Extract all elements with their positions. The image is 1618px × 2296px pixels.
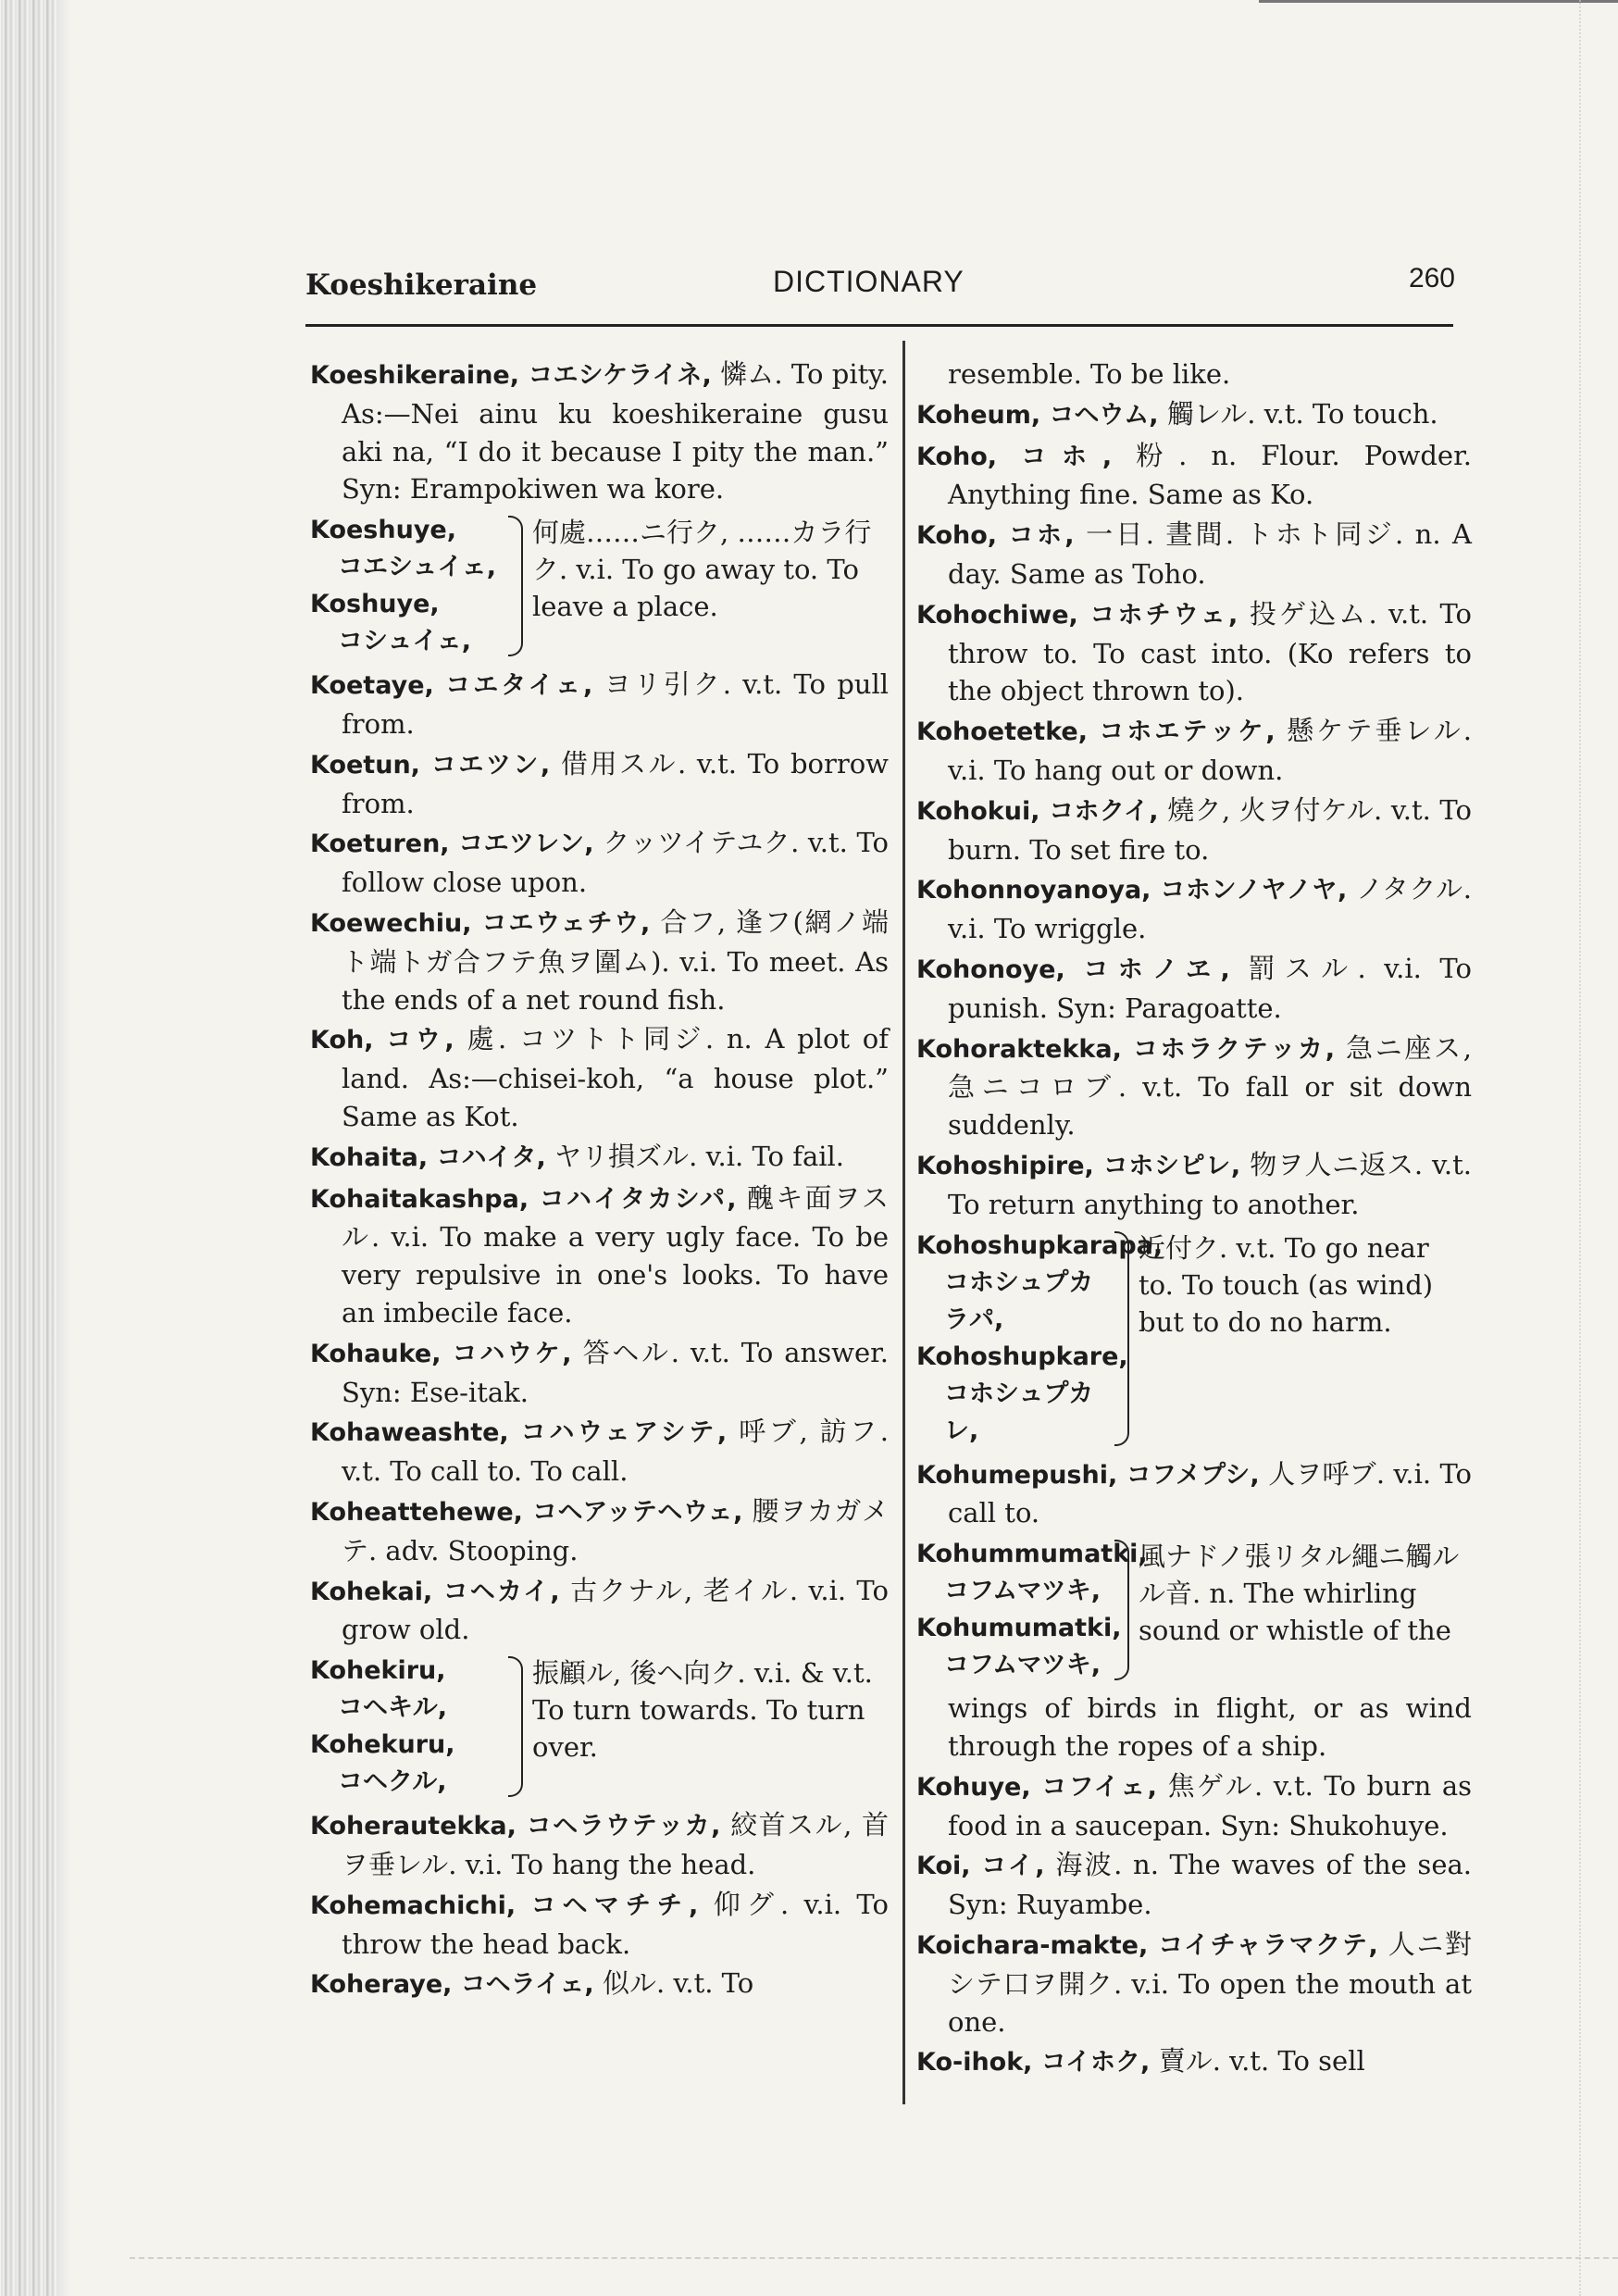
entry-definition: 罰スル. v.i. To punish. Syn: Paragoatte.: [948, 952, 1472, 1024]
book-binding-edge: [0, 0, 57, 2296]
entry-definition: 絞首スル, 首ヲ垂レル. v.i. To hang the head.: [342, 1809, 890, 1880]
headword: Kohumepushi, コフメプシ,: [916, 1460, 1269, 1490]
dictionary-entry: [916, 712, 1472, 790]
headword: Kohekai, コヘカイ,: [310, 1577, 571, 1606]
entry-definition: 懸ケテ垂レル. v.i. To hang out or down.: [948, 715, 1472, 786]
dictionary-entry: [310, 1179, 889, 1332]
headword: コシュイェ,: [338, 627, 472, 656]
headword: コホシュプカレ,: [944, 1379, 1094, 1445]
header-rule: [305, 324, 1453, 327]
headword: Koh, コウ,: [310, 1026, 467, 1055]
entry-definition: 風ナドノ張リタル繩ニ觸ルル音. n. The whirling sound or whistle of the: [1139, 1541, 1460, 1647]
brace: [1114, 1540, 1129, 1680]
headword: Koeshikeraine, コエシケライネ,: [310, 361, 721, 390]
headword: Kohochiwe, コホチウェ,: [916, 600, 1250, 630]
dictionary-entry: [916, 1455, 1472, 1533]
entry-definition: 振顧ル, 後ヘ向ク. v.i. & v.t. To turn towards. To turn over.: [532, 1657, 873, 1764]
headword: Koheraye, コヘライェ,: [310, 1970, 603, 2000]
left-column: [310, 356, 889, 2006]
headword: Koeshuye,: [310, 516, 456, 545]
column-divider: [902, 341, 905, 2104]
entry-group: [916, 1228, 1472, 1450]
headword: Kohoshupkare,: [916, 1341, 1128, 1371]
dictionary-entry: [916, 395, 1472, 435]
headword: Koheattehewe, コヘアッテヘウェ,: [310, 1497, 753, 1527]
page-header: [305, 263, 1462, 304]
entry-definition: 何處……ニ行ク, ……カラ行ク. v.i. To go away to. To leave a place.: [532, 517, 872, 623]
entry-definition: 粉. n. Flour. Powder. Anything fine. Same as Ko.: [948, 439, 1472, 511]
entry-definition: 一日. 晝間. トホト同ジ. n. A day. Same as Toho.: [948, 518, 1472, 590]
dictionary-entry: [310, 1806, 889, 1884]
group-headwords: [310, 1653, 508, 1801]
entry-definition: 焦ゲル. v.t. To burn as food in a saucepan. Syn: Shukohuye.: [948, 1769, 1472, 1841]
headword: Kohekuru,: [310, 1730, 455, 1760]
headword: Koewechiu, コエウェチウ,: [310, 908, 661, 938]
headword: Kohonoye, コホノヱ,: [916, 955, 1249, 984]
headword: Koichara-makte, コイチャラマクテ,: [916, 1930, 1388, 1960]
dictionary-entry: [916, 950, 1472, 1028]
headword: Kohoshipire, コホシピレ,: [916, 1151, 1251, 1180]
headword: Kohaitakashpa, コハイタカシパ,: [310, 1184, 748, 1214]
group-headwords: [916, 1536, 1148, 1684]
entry-definition: 醜キ面ヲスル. v.i. To make a very ugly face. To be very repulsive in one's looks. To have an imbecile face.: [342, 1181, 889, 1329]
dictionary-entry: [310, 1413, 889, 1491]
headword: Kohemachichi, コヘマチチ,: [310, 1890, 714, 1920]
headword: Kohekiru,: [310, 1656, 446, 1686]
dictionary-entry: [310, 1965, 889, 2004]
headword: Kohonnoyanoya, コホンノヤノヤ,: [916, 876, 1357, 905]
headword: Kohaweashte, コハウェアシテ,: [310, 1418, 740, 1448]
dictionary-entry: [310, 1492, 889, 1570]
headword: Koshuye,: [310, 590, 440, 619]
entry-group: [310, 512, 889, 660]
headword: Koho, コホ,: [916, 442, 1137, 471]
scan-top-edge: [1259, 0, 1618, 3]
page-number: 260: [1408, 263, 1455, 293]
headword: コヘクル,: [338, 1767, 447, 1797]
headword: Kohoshupkarapa,: [916, 1230, 1164, 1260]
brace: [1114, 1231, 1129, 1446]
entry-definition: 合フ, 逢フ(網ノ端ト端トガ合フテ魚ヲ圍ム). v.i. To meet. As the ends of a net round fish.: [342, 905, 889, 1016]
headword: Koho, コホ,: [916, 521, 1087, 551]
dictionary-entry: [916, 1846, 1472, 1924]
entry-definition: 急ニ座ス, 急ニコロブ. v.t. To fall or sit down suddenly.: [948, 1031, 1472, 1142]
dictionary-entry: [310, 904, 889, 1018]
entry-definition: 腰ヲカガメテ. adv. Stooping.: [342, 1494, 889, 1566]
entry-definition: 呼ブ, 訪フ. v.t. To call to. To call.: [342, 1416, 890, 1488]
entry-definition: 處. コツトト同ジ. n. A plot of land. As:—chisei-koh, “a house plot.” Same as Kot.: [342, 1023, 889, 1132]
entry-definition: 憐ム. To pity. As:—Nei ainu ku koeshikeraine gusu aki na, “I do it because I pity the man.” Syn: Erampokiwen wa kore.: [342, 358, 889, 505]
entry-definition: 觸レル. v.t. To touch.: [1166, 397, 1438, 430]
dictionary-entry: [916, 356, 1472, 393]
entry-definition: 答ヘル. v.t. To answer. Syn: Ese-itak.: [342, 1336, 889, 1408]
headword: Koheum, コヘウム,: [916, 400, 1167, 430]
entry-definition: 人ニ對シテ口ヲ開ク. v.i. To open the mouth at one.: [948, 1928, 1472, 2038]
dictionary-entry: [310, 1886, 889, 1964]
dictionary-entry: [916, 870, 1472, 948]
brace: [508, 516, 523, 656]
dictionary-entry: [310, 1334, 889, 1412]
dictionary-entry: [916, 2042, 1472, 2082]
entry-definition: 海波. n. The waves of the sea. Syn: Ruyambe.: [948, 1849, 1472, 1921]
headword: コエシュイェ,: [338, 553, 497, 582]
headword: Kohummumatki,: [916, 1540, 1148, 1569]
headword: Kohokui, コホクイ,: [916, 796, 1168, 826]
dictionary-entry: [916, 516, 1472, 593]
entry-group: [916, 1536, 1472, 1684]
headword: Kohoetetke, コホエテッケ,: [916, 718, 1288, 747]
entry-definition: 物ヲ人ニ返ス. v.t. To return anything to another.: [948, 1148, 1472, 1220]
entry-definition: 仰グ. v.i. To throw the head back.: [342, 1888, 889, 1960]
entry-definition: 借用スル. v.t. To borrow from.: [342, 747, 889, 819]
group-headwords: [916, 1228, 1164, 1450]
dictionary-entry: [916, 595, 1472, 710]
dictionary-entry: [916, 437, 1472, 515]
headword: Koetaye, コエタイェ,: [310, 671, 604, 701]
entry-definition: 投ゲ込ム. v.t. To throw to. To cast into. (Ko refers to the object thrown to).: [948, 597, 1472, 707]
dictionary-entry: [916, 1767, 1472, 1845]
headword: Koi, コイ,: [916, 1852, 1056, 1881]
dictionary-entry: [310, 1572, 889, 1650]
headword: コヘキル,: [338, 1693, 447, 1723]
headword: コフムマツキ,: [944, 1651, 1101, 1680]
dictionary-entry: [310, 666, 889, 743]
dictionary-entry: [310, 824, 889, 902]
headword: Koeturen, コエツレン,: [310, 830, 604, 859]
right-column: [916, 356, 1472, 2084]
headword: Kohumumatki,: [916, 1614, 1122, 1643]
page-title: DICTIONARY: [773, 265, 965, 298]
dictionary-entry: [310, 1138, 889, 1178]
scan-right-edge: [1579, 0, 1618, 2296]
dictionary-entry: [310, 1020, 889, 1135]
entry-definition: 近付ク. v.t. To go near to. To touch (as wind) but to do no harm.: [1139, 1231, 1434, 1338]
entry-definition: クッツイテユク. v.t. To follow close upon.: [342, 827, 889, 899]
dictionary-entry: [916, 1146, 1472, 1224]
entry-definition: 似ル. v.t. To: [602, 1967, 754, 2000]
entry-definition: 古クナル, 老イル. v.i. To grow old.: [342, 1574, 889, 1646]
dictionary-entry: [310, 745, 889, 823]
entry-definition: ヨリ引ク. v.t. To pull from.: [342, 668, 889, 740]
brace: [508, 1656, 523, 1797]
headword: Kohaita, コハイタ,: [310, 1142, 555, 1172]
entry-definition: 人ヲ呼ブ. v.i. To call to.: [948, 1457, 1472, 1529]
dictionary-entry: [916, 1029, 1472, 1144]
entry-definition: 燒ク, 火ヲ付ケル. v.t. To burn. To set fire to.: [948, 793, 1472, 866]
entry-group: [310, 1653, 889, 1801]
entry-definition: ノタクル. v.i. To wriggle.: [948, 873, 1472, 945]
headword: Kohauke, コハウケ,: [310, 1339, 583, 1368]
entry-definition: resemble. To be like.: [948, 358, 1231, 390]
headword: Koetun, コエツン,: [310, 750, 561, 780]
headword: コフムマツキ,: [944, 1577, 1101, 1606]
dictionary-entry: [310, 356, 889, 508]
scan-bottom-edge: [130, 2257, 1618, 2261]
dictionary-entry: [916, 792, 1472, 869]
headword: Kohoraktekka, コホラクテッカ,: [916, 1034, 1347, 1064]
entry-definition: ヤリ損ズル. v.i. To fail.: [554, 1140, 845, 1172]
entry-continuation: wings of birds in flight, or as wind through the ropes of a ship.: [948, 1692, 1472, 1762]
entry-definition: 賣ル. v.t. To sell: [1158, 2045, 1365, 2078]
dictionary-entry: [916, 1926, 1472, 2040]
binding-shadow: [57, 0, 70, 2296]
headword: Koherautekka, コヘラウテッカ,: [310, 1812, 731, 1841]
headword: コホシュプカラパ,: [944, 1267, 1094, 1334]
group-headwords: [310, 512, 508, 660]
headword: Kohuye, コフイェ,: [916, 1772, 1168, 1802]
headword: Ko-ihok, コイホク,: [916, 2048, 1159, 2078]
running-head: Koeshikeraine: [305, 268, 538, 302]
